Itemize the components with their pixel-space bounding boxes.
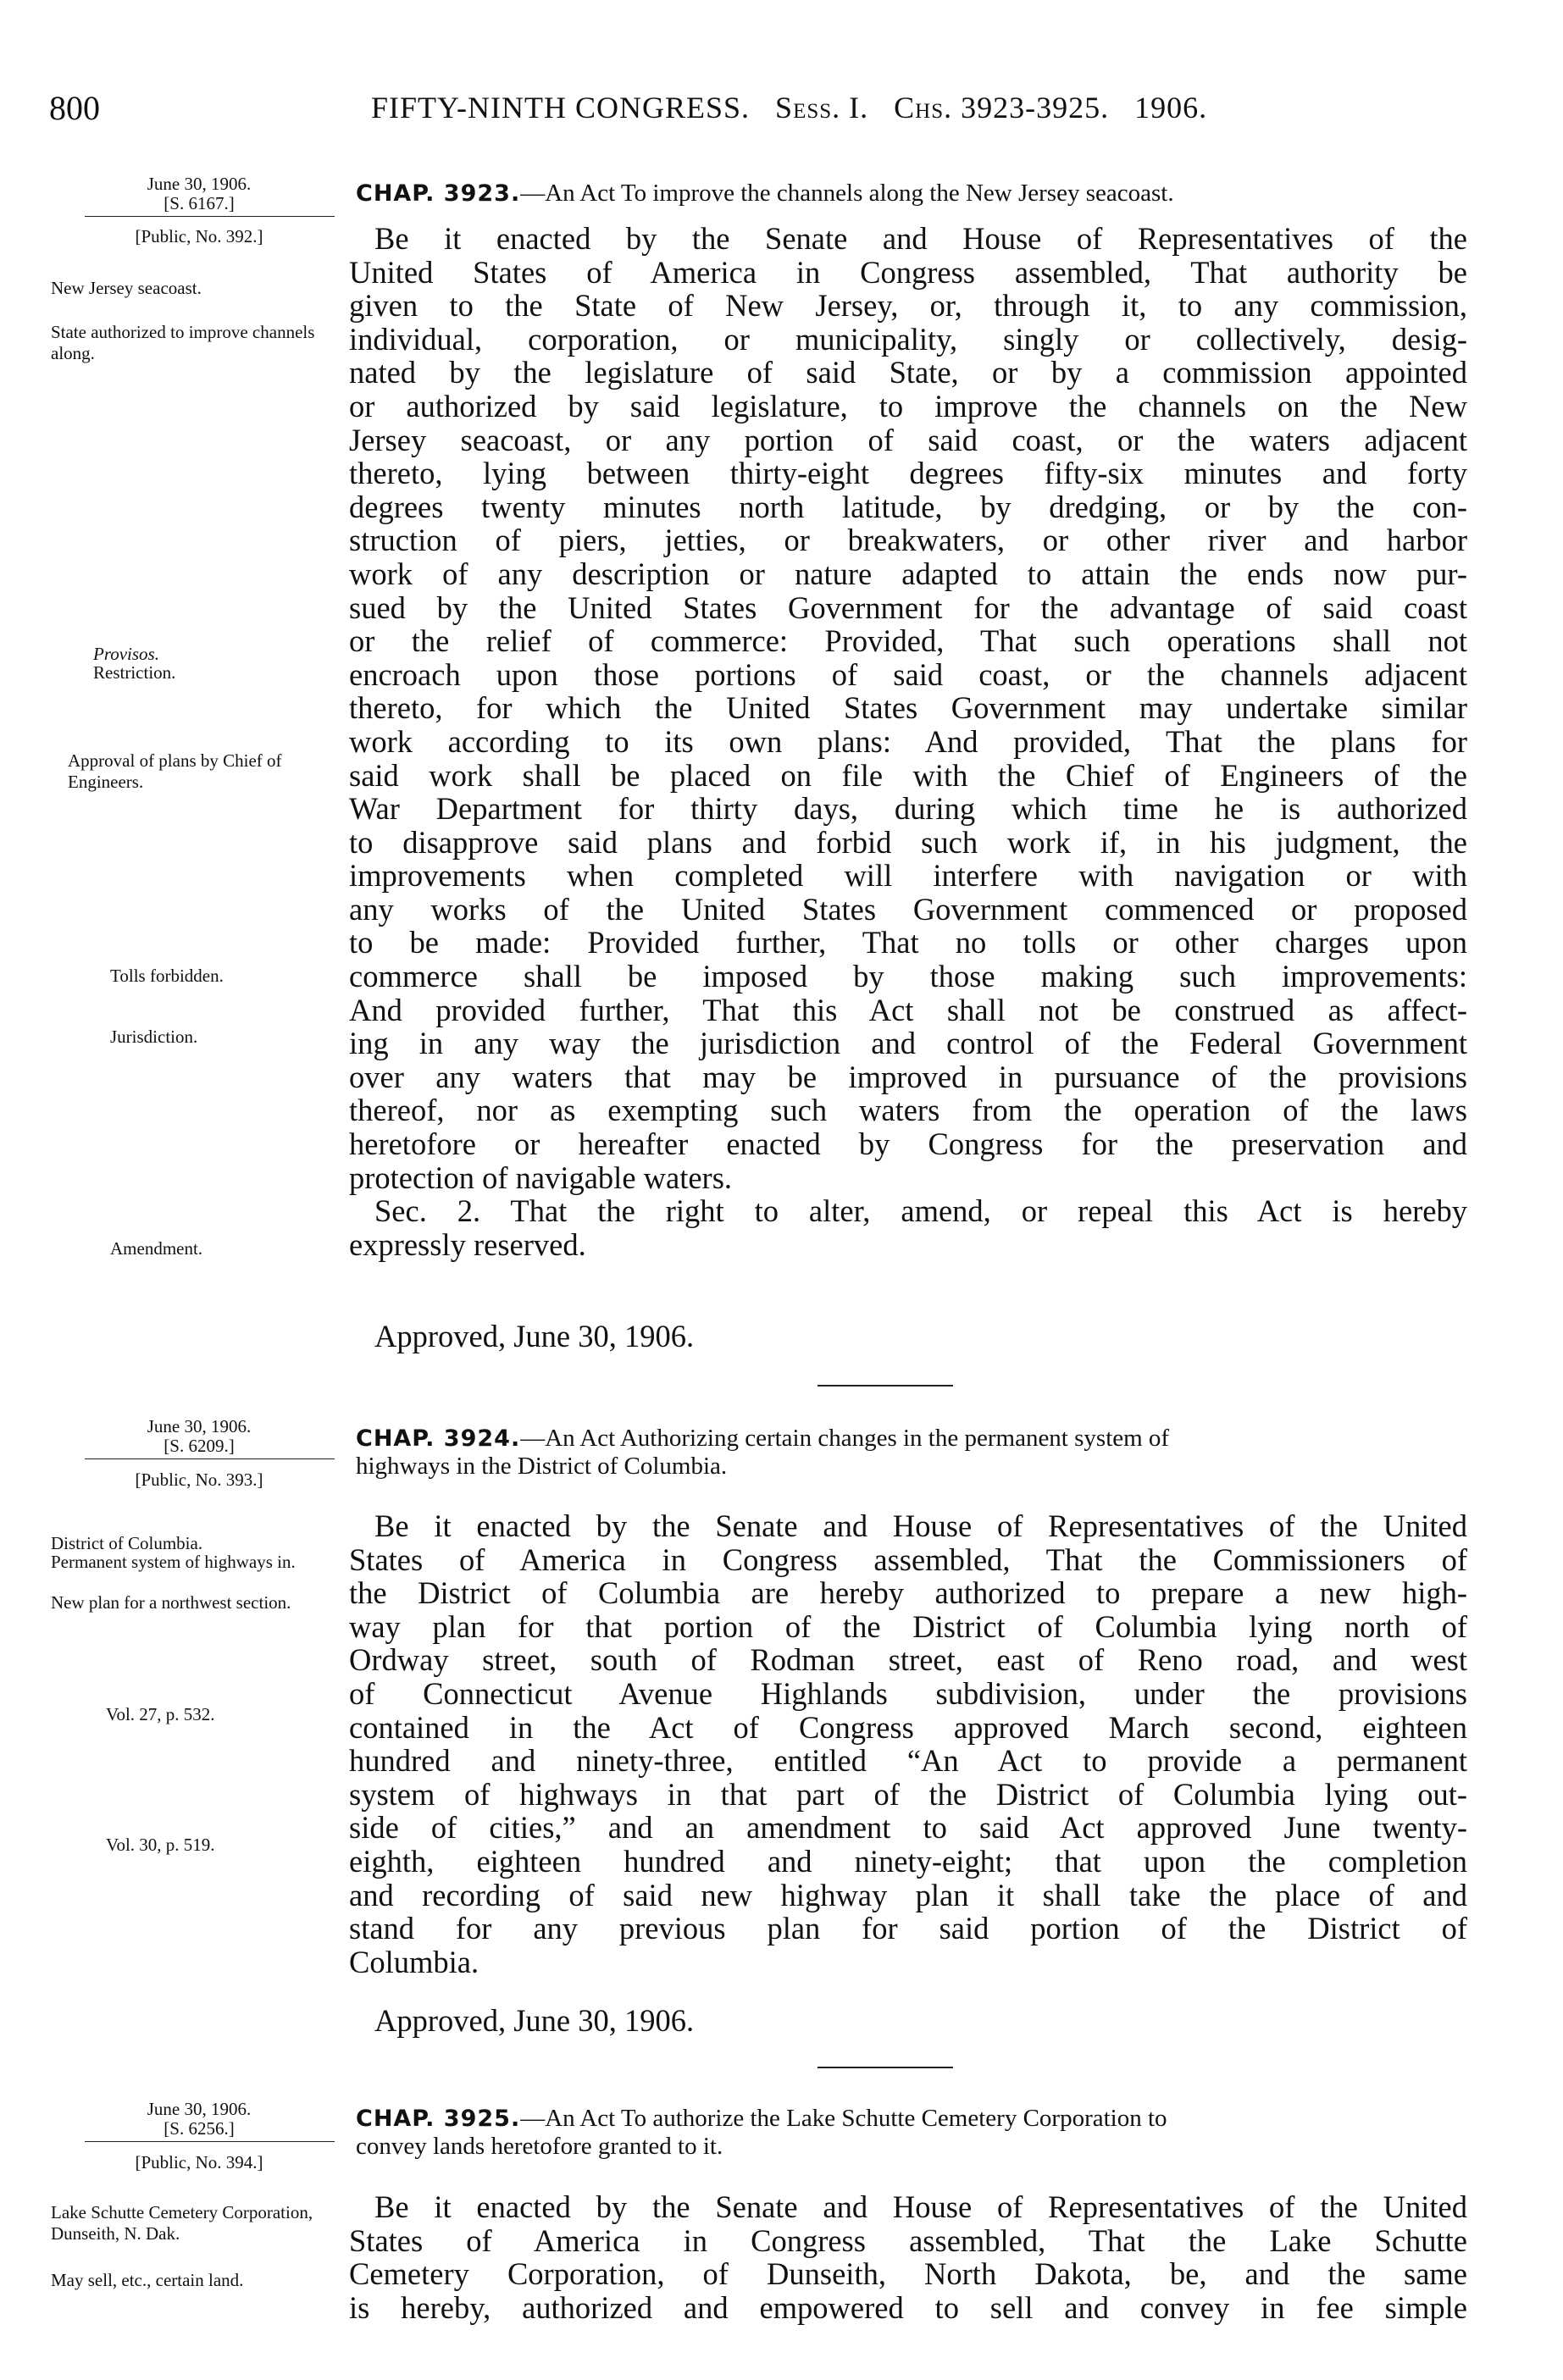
margin-subject: District of Columbia.	[51, 1533, 203, 1553]
body-line: or the relief of commerce: Provided, That such operations shall not	[349, 623, 1467, 659]
body-line: to be made: Provided further, That no tolls or other charges upon	[349, 925, 1467, 960]
margin-restriction: Restriction.	[93, 662, 176, 683]
body-line: or authorized by said legislature, to improve the channels on the New	[349, 388, 1467, 423]
body-line: States of America in Congress assembled, That the Commissioners of	[349, 1541, 1467, 1577]
margin-bill: [S. 6167.]	[164, 193, 235, 213]
margin-vol-ref: Vol. 27, p. 532.	[106, 1704, 215, 1724]
body-line: Cemetery Corporation, of Dunseith, North Dakota, be, and the same	[349, 2256, 1467, 2292]
body-line: Be it enacted by the Senate and House of Representatives of the	[374, 221, 1467, 256]
body-line: Be it enacted by the Senate and House of Representatives of the United	[374, 2189, 1467, 2224]
congress-title: FIFTY-NINTH CONGRESS.	[371, 91, 751, 125]
margin-tolls: Tolls forbidden.	[110, 966, 224, 986]
body-line: And provided further, That this Act shall not be construed as affect-	[349, 992, 1467, 1027]
body-line: United States of America in Congress assembled, That authority be	[349, 254, 1467, 290]
body-line: thereof, nor as exempting such waters from the operation of the laws	[349, 1093, 1467, 1128]
chapters-label: Chs. 3923-3925.	[894, 91, 1110, 125]
margin-date: June 30, 1906.	[147, 1416, 252, 1436]
section-divider	[818, 2067, 953, 2068]
body-line: given to the State of New Jersey, or, through it, to any commission,	[349, 288, 1467, 324]
page-number: 800	[49, 89, 100, 127]
body-line: States of America in Congress assembled, That the Lake Schutte	[349, 2222, 1467, 2258]
body-line: Be it enacted by the Senate and House of Representatives of the United	[374, 1508, 1467, 1543]
approved-line: Approved, June 30, 1906.	[374, 1319, 695, 1353]
body-line: and recording of said new highway plan it shall take the place of and	[349, 1877, 1467, 1912]
margin-rule	[85, 216, 335, 217]
margin-subject: State authorized to improve channels along.	[51, 322, 315, 363]
margin-rule	[85, 2141, 335, 2142]
margin-subject: Permanent system of highways in.	[51, 1552, 296, 1572]
body-line: struction of piers, jetties, or breakwaters, or other river and harbor	[349, 523, 1467, 558]
margin-subject: May sell, etc., certain land.	[51, 2270, 244, 2290]
section-divider	[818, 1385, 953, 1386]
margin-jurisdiction: Jurisdiction.	[110, 1027, 198, 1047]
body-line: Jersey seacoast, or any portion of said coast, or the waters adjacent	[349, 422, 1467, 457]
body-line: eighth, eighteen hundred and ninety-eight; that upon the completion	[349, 1843, 1467, 1879]
margin-bill: [S. 6256.]	[164, 2118, 235, 2139]
body-line: stand for any previous plan for said portion of the District of	[349, 1911, 1467, 1946]
body-line: side of cities,” and an amendment to said Act approved June twenty-	[349, 1810, 1467, 1846]
body-line: of Connecticut Avenue Highlands subdivision, under the provisions	[349, 1675, 1467, 1711]
body-line: way plan for that portion of the District of Columbia lying north of	[349, 1608, 1467, 1644]
margin-rule	[85, 1458, 335, 1459]
body-line: degrees twenty minutes north latitude, by dredging, or by the con-	[349, 489, 1467, 524]
margin-amendment: Amendment.	[110, 1238, 203, 1259]
body-line: thereto, for which the United States Government may undertake similar	[349, 690, 1467, 726]
margin-public: [Public, No. 392.]	[135, 226, 263, 246]
chapter-body	[349, 2190, 1467, 2324]
margin-subject: New plan for a northwest section.	[51, 1592, 291, 1613]
body-line: thereto, lying between thirty-eight degrees fifty-six minutes and forty	[349, 456, 1467, 491]
margin-provisos: Provisos.	[93, 644, 159, 664]
body-line: protection of navigable waters.	[349, 1160, 733, 1195]
body-line: system of highways in that part of the District of Columbia lying out-	[349, 1776, 1467, 1812]
body-line: work of any description or nature adapted to attain the ends now pur-	[349, 556, 1467, 591]
margin-date: June 30, 1906.	[147, 174, 252, 194]
body-line: expressly reserved.	[349, 1226, 586, 1262]
body-line: the District of Columbia are hereby authorized to prepare a new high-	[349, 1575, 1467, 1611]
body-line: sued by the United States Government for the advantage of said coast	[349, 589, 1467, 625]
body-line: heretofore or hereafter enacted by Congress for the preservation and	[349, 1126, 1467, 1162]
chapter-body	[349, 1509, 1467, 1979]
body-line: individual, corporation, or municipality, singly or collectively, desig-	[349, 321, 1467, 357]
body-line: nated by the legislature of said State, or by a commission appointed	[349, 355, 1467, 390]
margin-subject: Lake Schutte Cemetery Corporation, Dunseith, N. Dak.	[51, 2202, 313, 2244]
margin-date: June 30, 1906.	[147, 2099, 252, 2119]
body-line: is hereby, authorized and empowered to sell and convey in fee simple	[349, 2289, 1467, 2325]
body-line: work according to its own plans: And provided, That the plans for	[349, 723, 1467, 759]
body-line: improvements when completed will interfere with navigation or with	[349, 858, 1467, 894]
body-line: Sec. 2. That the right to alter, amend, or repeal this Act is hereby	[374, 1193, 1467, 1229]
body-line: ing in any way the jurisdiction and control of the Federal Government	[349, 1026, 1467, 1061]
chapter-body	[349, 222, 1467, 1261]
year-label: 1906.	[1134, 91, 1208, 125]
body-line: to disapprove said plans and forbid such work if, in his judgment, the	[349, 824, 1467, 860]
margin-public: [Public, No. 394.]	[135, 2152, 263, 2172]
running-head	[371, 90, 1207, 125]
body-line: said work shall be placed on file with the Chief of Engineers of the	[349, 757, 1467, 793]
body-line: any works of the United States Government commenced or proposed	[349, 891, 1467, 927]
chapter-heading: CHAP. 3924.—An Act Authorizing certain changes in the permanent system of highways in the District of Columbia.	[356, 1425, 1170, 1480]
margin-vol-ref: Vol. 30, p. 519.	[106, 1835, 215, 1855]
session-label: Sess. I.	[775, 91, 869, 125]
body-line: commerce shall be imposed by those making such improvements:	[349, 959, 1467, 994]
body-line: War Department for thirty days, during which time he is authorized	[349, 791, 1467, 827]
body-line: Ordway street, south of Rodman street, east of Reno road, and west	[349, 1642, 1467, 1678]
margin-bill: [S. 6209.]	[164, 1436, 235, 1456]
margin-approval: Approval of plans by Chief of Engineers.	[68, 750, 282, 792]
body-line: Columbia.	[349, 1944, 479, 1979]
approved-line: Approved, June 30, 1906.	[374, 2003, 695, 2038]
chapter-heading: CHAP. 3925.—An Act To authorize the Lake Schutte Cemetery Corporation to convey lands heretofore granted to it.	[356, 2105, 1167, 2160]
body-line: contained in the Act of Congress approved March second, eighteen	[349, 1709, 1467, 1745]
body-line: over any waters that may be improved in pursuance of the provisions	[349, 1059, 1467, 1094]
margin-subject: New Jersey seacoast.	[51, 278, 202, 298]
margin-public: [Public, No. 393.]	[135, 1470, 263, 1490]
body-line: hundred and ninety-three, entitled “An Act to provide a permanent	[349, 1743, 1467, 1779]
chapter-heading: CHAP. 3923.—An Act To improve the channels along the New Jersey seacoast.	[356, 180, 1174, 207]
body-line: encroach upon those portions of said coast, or the channels adjacent	[349, 656, 1467, 692]
